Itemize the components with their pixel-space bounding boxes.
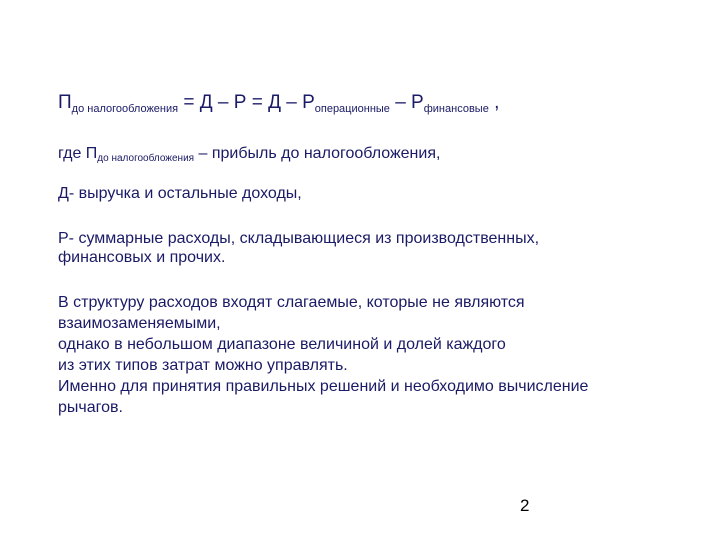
formula-p: П: [58, 92, 72, 113]
paragraph-line: однако в небольшом диапазоне величиной и долей каждого: [58, 336, 506, 353]
paragraph-line: взаимозаменяемыми,: [58, 315, 221, 332]
formula-financial-subscript: финансовые: [423, 103, 489, 115]
where-text: – прибыль до налогообложения,: [194, 145, 441, 162]
income-text: - выручка и остальные доходы,: [68, 185, 302, 202]
formula-operational-subscript: операционные: [314, 103, 390, 115]
formula-minus: – Р: [389, 92, 424, 113]
explanation-paragraph: [58, 292, 678, 418]
formula-tail: ,: [488, 92, 500, 113]
income-letter: Д: [58, 185, 69, 202]
paragraph-line: В структуру расходов входят слагаемые, которые не являются: [58, 294, 525, 311]
expense-text-line1: - суммарные расходы, складывающиеся из производственных,: [68, 230, 540, 247]
page-number: 2: [520, 496, 530, 515]
where-subscript: до налогообложения: [97, 153, 195, 164]
income-definition: [58, 184, 302, 203]
where-definition: [58, 144, 440, 168]
expense-letter: Р: [58, 230, 69, 247]
formula-p-subscript: до налогообложения: [71, 103, 179, 115]
profit-formula: [58, 92, 499, 115]
paragraph-line: рычагов.: [58, 399, 123, 416]
where-prefix: где П: [58, 145, 98, 162]
formula-equation: = Д – Р = Д – Р: [178, 92, 315, 113]
paragraph-line: из этих типов затрат можно управлять.: [58, 357, 348, 374]
paragraph-line: Именно для принятия правильных решений и необходимо вычисление: [58, 378, 589, 395]
expense-text-line2: финансовых и прочих.: [58, 249, 226, 266]
expense-definition: [58, 229, 658, 267]
